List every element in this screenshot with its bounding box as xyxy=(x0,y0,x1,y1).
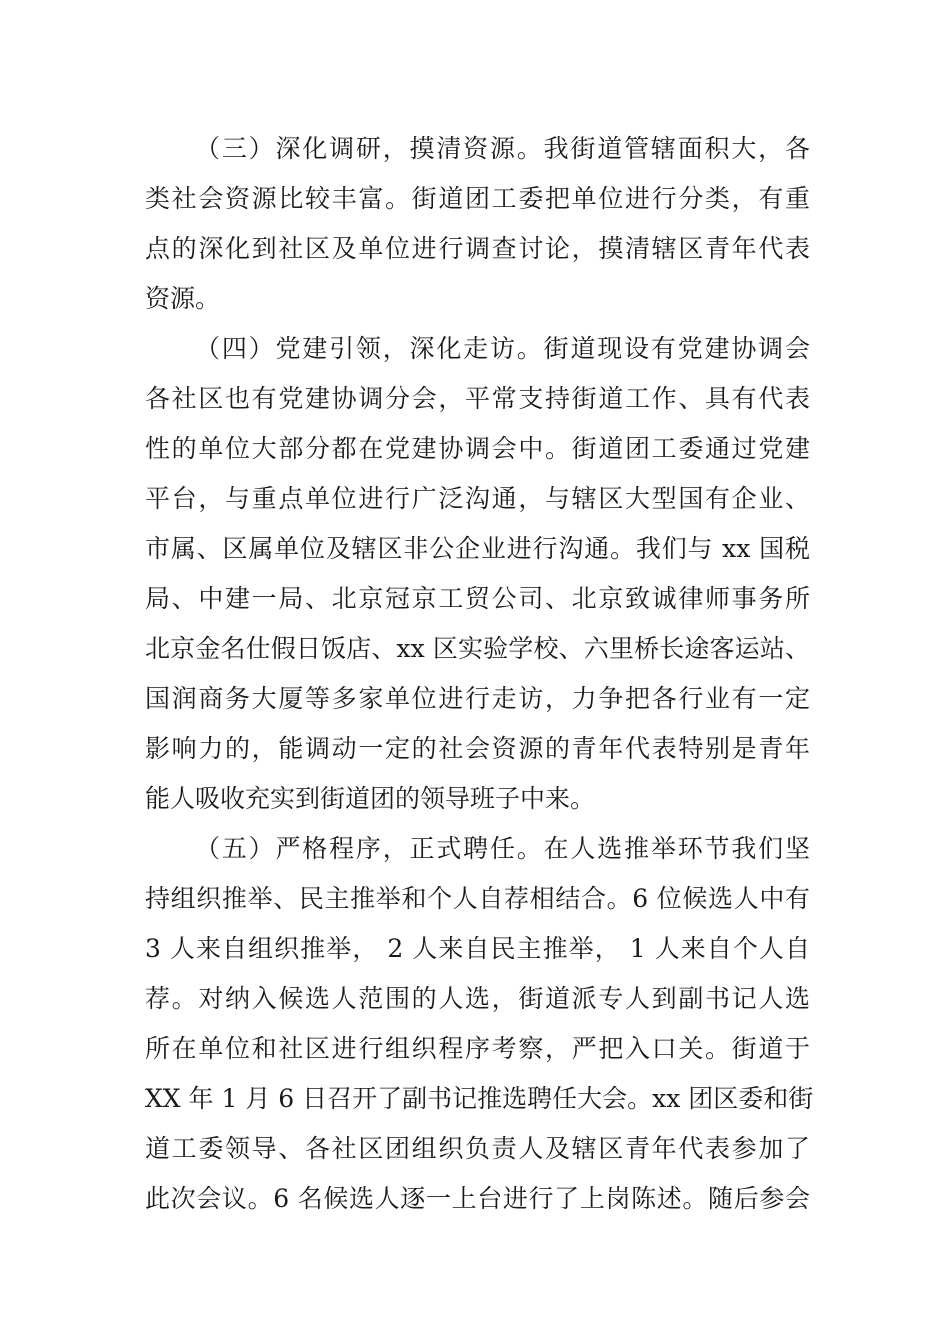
paragraph-line: 道工委领导、各社区团组织负责人及辖区青年代表参加了 xyxy=(145,1134,810,1163)
paragraph-3-research xyxy=(145,124,810,324)
paragraph-line: 资源。 xyxy=(145,284,221,313)
paragraph-line: 平台，与重点单位进行广泛沟通，与辖区大型国有企业、 xyxy=(145,484,810,513)
paragraph-line: （五）严格程序，正式聘任。在人选推举环节我们坚 xyxy=(195,834,810,863)
paragraph-line: 各社区也有党建协调分会，平常支持街道工作、具有代表 xyxy=(145,384,810,413)
paragraph-line: 国润商务大厦等多家单位进行走访，力争把各行业有一定 xyxy=(145,684,810,713)
paragraph-line: （三）深化调研，摸清资源。我街道管辖面积大，各 xyxy=(195,134,810,163)
paragraph-line: 点的深化到社区及单位进行调查讨论，摸清辖区青年代表 xyxy=(145,234,810,263)
paragraph-line: （四）党建引领，深化走访。街道现设有党建协调会 xyxy=(195,334,810,363)
paragraph-line: 所在单位和社区进行组织程序考察，严把入口关。街道于 xyxy=(145,1034,810,1063)
paragraph-line: 北京金名仕假日饭店、xx 区实验学校、六里桥长途客运站、 xyxy=(145,634,810,663)
document-body xyxy=(145,124,814,1224)
paragraph-line: 持组织推举、民主推举和个人自荐相结合。6 位候选人中有 xyxy=(145,884,810,913)
paragraph-5-procedure xyxy=(145,824,814,1224)
paragraph-line: 局、中建一局、北京冠京工贸公司、北京致诚律师事务所 xyxy=(145,584,810,613)
paragraph-4-party-building xyxy=(145,324,810,824)
paragraph-line: 影响力的，能调动一定的社会资源的青年代表特别是青年 xyxy=(145,734,810,763)
paragraph-line: 此次会议。6 名候选人逐一上台进行了上岗陈述。随后参会 xyxy=(145,1184,810,1213)
paragraph-line: 3 人来自组织推举， 2 人来自民主推举， 1 人来自个人自 xyxy=(145,934,810,963)
paragraph-line: 市属、区属单位及辖区非公企业进行沟通。我们与 xx 国税 xyxy=(145,534,810,563)
paragraph-line: 荐。对纳入候选人范围的人选，街道派专人到副书记人选 xyxy=(145,984,810,1013)
paragraph-line: 性的单位大部分都在党建协调会中。街道团工委通过党建 xyxy=(145,434,810,463)
paragraph-line: 能人吸收充实到街道团的领导班子中来。 xyxy=(145,784,596,813)
paragraph-line: XX 年 1 月 6 日召开了副书记推选聘任大会。xx 团区委和街 xyxy=(145,1084,814,1113)
paragraph-line: 类社会资源比较丰富。街道团工委把单位进行分类，有重 xyxy=(145,184,810,213)
